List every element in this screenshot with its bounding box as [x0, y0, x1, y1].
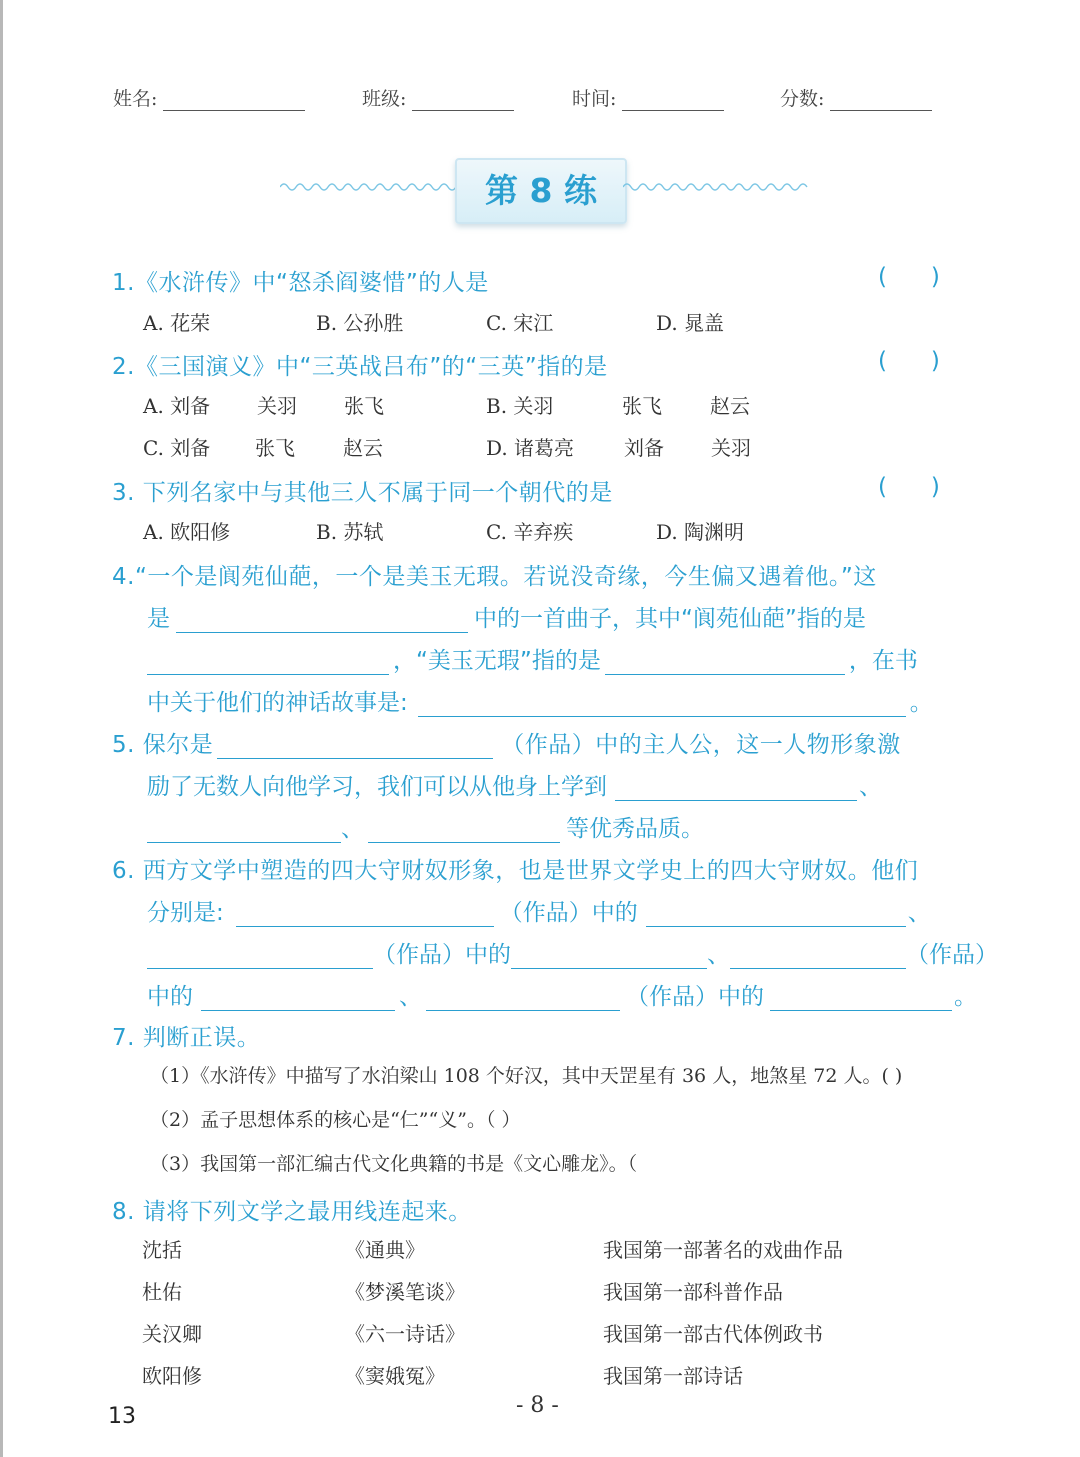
question-2-answer-paren[interactable]: ( )	[878, 348, 940, 374]
student-info-row	[0, 84, 1080, 116]
question-4-line-3	[147, 642, 918, 675]
q8-description-2[interactable]: 我国第一部科普作品	[603, 1280, 783, 1304]
question-5-line-3	[147, 810, 704, 843]
q4-text-c: ，“美玉无瑕”指的是	[393, 648, 601, 674]
question-1-text: 1.《水浒传》中“怒杀阎婆惜”的人是	[112, 270, 489, 296]
q3-option-a[interactable]: A. 欧阳修	[143, 520, 231, 544]
q7-item-2[interactable]: （2）孟子思想体系的核心是“仁”“义”。（ ）	[150, 1109, 521, 1131]
class-field[interactable]	[362, 84, 514, 111]
q3-option-d[interactable]: D. 陶渊明	[656, 520, 745, 544]
q7-item-3[interactable]: （3）我国第一部汇编古代文化典籍的书是《文心雕龙》。（	[150, 1153, 638, 1175]
question-4-line-4	[147, 684, 933, 717]
q6-blank-miser-4[interactable]	[770, 988, 952, 1011]
q5-text-c: 励了无数人向他学习，我们可以从他身上学到	[147, 774, 607, 800]
name-field[interactable]	[113, 84, 305, 111]
q5-blank-quality-2[interactable]	[147, 820, 341, 843]
q5-text-e: 、	[341, 816, 364, 842]
wave-left-decoration	[280, 180, 455, 194]
q2-option-c[interactable]	[143, 432, 383, 461]
q6-text-g: 中的	[147, 984, 193, 1010]
q2-option-c-name2: 张飞	[255, 436, 295, 460]
exercise-title: 第 8 练	[455, 158, 627, 224]
q6-text-j: 。	[954, 984, 977, 1010]
q1-option-c[interactable]: C. 宋江	[486, 311, 554, 335]
q4-text-b: 中的一首曲子，其中“阆苑仙葩”指的是	[474, 606, 866, 632]
q4-blank-myth[interactable]	[418, 694, 906, 717]
q5-text-a: 5. 保尔是	[112, 732, 214, 758]
q8-work-2[interactable]: 《梦溪笔谈》	[345, 1280, 465, 1304]
q6-text-f: （作品）	[906, 942, 998, 968]
q2-option-b[interactable]	[486, 390, 750, 419]
q2-option-d-name2: 刘备	[624, 436, 664, 460]
q2-option-d-name3: 关羽	[711, 436, 751, 460]
q6-blank-work-3[interactable]	[730, 946, 906, 969]
q6-text-a: 分别是:	[147, 900, 224, 926]
question-6-line-2	[147, 894, 931, 927]
q6-text-i: （作品）中的	[626, 984, 764, 1010]
q5-blank-quality-3[interactable]	[368, 820, 560, 843]
q8-description-1[interactable]: 我国第一部著名的戏曲作品	[603, 1238, 843, 1262]
score-label: 分数:	[780, 88, 825, 110]
q2-option-c-name3: 赵云	[343, 436, 383, 460]
q4-text-a: 是	[147, 606, 170, 632]
q4-blank-xianpa[interactable]	[147, 652, 389, 675]
q3-option-b[interactable]: B. 苏轼	[316, 520, 384, 544]
q2-option-a-name3: 张飞	[344, 394, 384, 418]
q4-text-d: ，在书	[848, 648, 918, 674]
q8-author-3[interactable]: 关汉卿	[142, 1322, 202, 1346]
q6-text-b: （作品）中的	[499, 900, 638, 926]
class-blank[interactable]	[412, 92, 514, 111]
q4-blank-book[interactable]	[176, 610, 468, 633]
question-6-line-4	[147, 978, 977, 1011]
q2-option-a-name2: 关羽	[257, 394, 297, 418]
q2-option-c-name1: C. 刘备	[143, 436, 211, 460]
q4-text-e: 中关于他们的神话故事是:	[147, 690, 408, 716]
q8-author-2[interactable]: 杜佑	[142, 1280, 182, 1304]
q5-blank-work[interactable]	[217, 736, 493, 759]
q2-option-b-name1: B. 关羽	[486, 394, 554, 418]
q8-work-1[interactable]: 《通典》	[345, 1238, 425, 1262]
question-5-line-1	[112, 726, 901, 759]
q6-text-h: 、	[399, 984, 422, 1010]
q2-option-b-name3: 赵云	[710, 394, 750, 418]
q6-blank-miser-3[interactable]	[201, 988, 395, 1011]
q8-description-4[interactable]: 我国第一部诗话	[603, 1364, 743, 1388]
q7-item-1[interactable]: （1）《水浒传》中描写了水泊梁山 108 个好汉，其中天罡星有 36 人，地煞星 72 人。( )	[150, 1065, 903, 1087]
q6-text-c: 、	[907, 900, 931, 926]
q5-blank-quality-1[interactable]	[615, 778, 857, 801]
q6-blank-miser-2[interactable]	[511, 946, 707, 969]
question-2-text: 2.《三国演义》中“三英战吕布”的“三英”指的是	[112, 354, 608, 380]
question-3-answer-paren[interactable]: ( )	[878, 474, 940, 500]
q6-blank-work-4[interactable]	[426, 988, 620, 1011]
q2-option-b-name2: 张飞	[622, 394, 662, 418]
q8-work-4[interactable]: 《窦娥冤》	[345, 1364, 445, 1388]
q3-option-c[interactable]: C. 辛弃疾	[486, 520, 574, 544]
time-field[interactable]	[572, 84, 724, 111]
q6-blank-work-1[interactable]	[236, 904, 494, 927]
wave-right-decoration	[623, 180, 811, 194]
question-1-answer-paren[interactable]: ( )	[878, 264, 940, 290]
question-4-line-1: 4.“一个是阆苑仙葩，一个是美玉无瑕。若说没奇缘，今生偏又遇着他。”这	[112, 564, 877, 590]
name-blank[interactable]	[163, 92, 305, 111]
class-label: 班级:	[362, 88, 407, 110]
q8-author-1[interactable]: 沈括	[142, 1238, 182, 1262]
q6-text-d: （作品）中的	[373, 942, 511, 968]
page-number: - 8 -	[516, 1393, 559, 1418]
score-blank[interactable]	[830, 92, 932, 111]
question-5-line-2	[147, 768, 882, 801]
q4-blank-meiyu[interactable]	[605, 652, 845, 675]
question-3-text: 3. 下列名家中与其他三人不属于同一个朝代的是	[112, 480, 613, 506]
question-6-line-1: 6. 西方文学中塑造的四大守财奴形象，也是世界文学史上的四大守财奴。他们	[112, 858, 919, 884]
q6-blank-miser-1[interactable]	[646, 904, 906, 927]
q1-option-b[interactable]: B. 公孙胜	[316, 311, 404, 335]
question-4-line-2	[147, 600, 866, 633]
q2-option-d-name1: D. 诸葛亮	[486, 436, 575, 460]
q6-blank-work-2[interactable]	[147, 946, 373, 969]
name-label: 姓名:	[113, 88, 158, 110]
time-blank[interactable]	[622, 92, 724, 111]
q5-text-f: 等优秀品质。	[566, 816, 704, 842]
page-edge	[0, 0, 3, 1457]
question-8-text: 8. 请将下列文学之最用线连起来。	[112, 1199, 472, 1225]
q5-text-b: （作品）中的主人公，这一人物形象激	[501, 732, 901, 758]
question-6-line-3	[147, 936, 998, 969]
q5-text-d: 、	[859, 774, 882, 800]
q2-option-a-name1: A. 刘备	[143, 394, 211, 418]
score-field[interactable]	[780, 84, 932, 111]
q1-option-a[interactable]: A. 花荣	[143, 311, 211, 335]
q2-option-d[interactable]	[486, 432, 751, 461]
corner-number: 13	[108, 1404, 136, 1429]
q2-option-a[interactable]	[143, 390, 384, 419]
time-label: 时间:	[572, 88, 617, 110]
q1-option-d[interactable]: D. 晁盖	[656, 311, 725, 335]
q8-author-4[interactable]: 欧阳修	[142, 1364, 202, 1388]
q6-text-e: 、	[707, 942, 730, 968]
q4-text-f: 。	[909, 690, 933, 716]
q8-work-3[interactable]: 《六一诗话》	[345, 1322, 465, 1346]
q8-description-3[interactable]: 我国第一部古代体例政书	[603, 1322, 823, 1346]
question-7-text: 7. 判断正误。	[112, 1025, 261, 1051]
